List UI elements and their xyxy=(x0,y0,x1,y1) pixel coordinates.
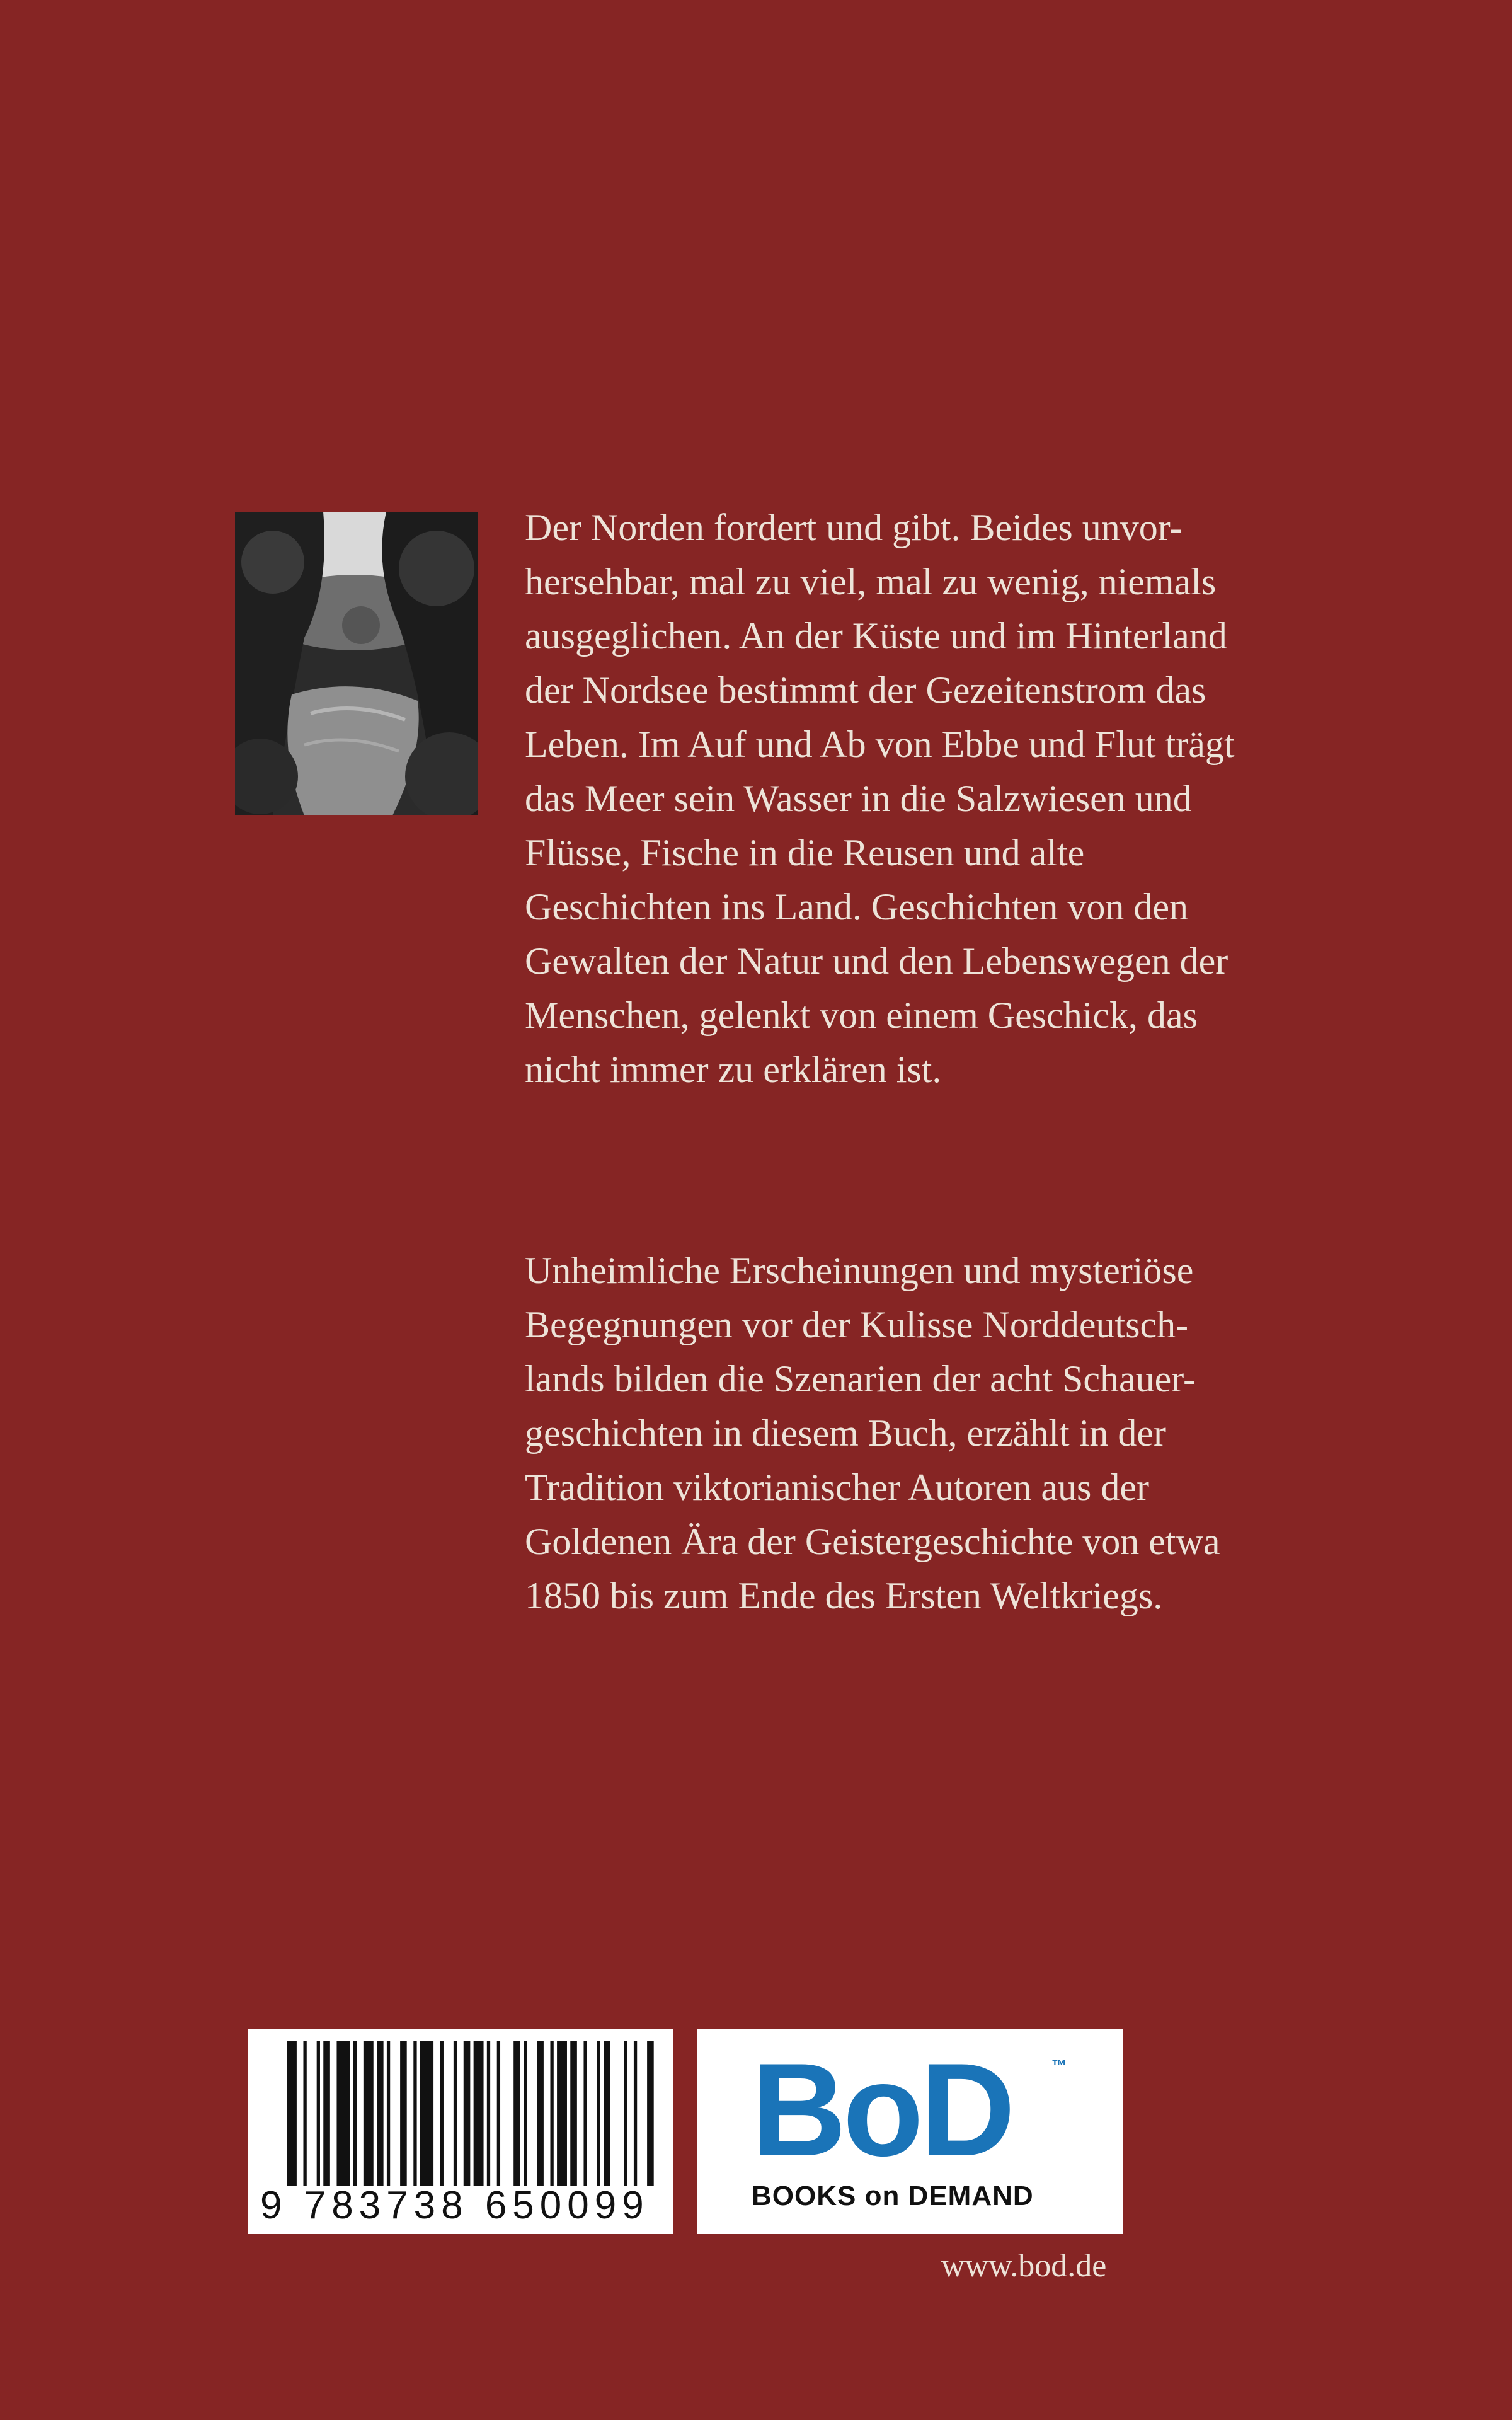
barcode-bar xyxy=(413,2041,416,2186)
barcode-bar xyxy=(557,2041,567,2186)
barcode-bar xyxy=(624,2041,627,2186)
barcode-bar xyxy=(513,2041,520,2186)
paragraph-line: Flüsse, Fische in die Reusen und alte xyxy=(525,832,1085,873)
barcode-bar xyxy=(537,2041,544,2186)
barcode-bar xyxy=(353,2041,357,2186)
barcode-bar xyxy=(570,2041,577,2186)
barcode-bar xyxy=(317,2041,320,2186)
paragraph-line: Leben. Im Auf und Ab von Ebbe und Flut trägt xyxy=(525,723,1235,765)
paragraph-line: Tradition viktorianischer Autoren aus der xyxy=(525,1466,1149,1508)
barcode-bar xyxy=(336,2041,350,2186)
barcode-bar xyxy=(454,2041,457,2186)
barcode-bar xyxy=(464,2041,471,2186)
barcode-bar xyxy=(634,2041,637,2186)
paragraph-line: der Nordsee bestimmt der Gezeitenstrom das xyxy=(525,669,1206,711)
paragraph-line: lands bilden die Szenarien der acht Schauer- xyxy=(525,1358,1196,1400)
paragraph-line: ausgeglichen. An der Küste und im Hinterland xyxy=(525,615,1227,657)
paragraph-line: Menschen, gelenkt von einem Geschick, das xyxy=(525,994,1198,1036)
barcode-bar xyxy=(550,2041,553,2186)
barcode-bar xyxy=(364,2041,374,2186)
paragraph-line: das Meer sein Wasser in die Salzwiesen und xyxy=(525,778,1192,819)
barcode-bar xyxy=(303,2041,306,2186)
paragraph-line: Gewalten der Natur und den Lebenswegen der xyxy=(525,940,1228,982)
paragraph-line: geschichten in diesem Buch, erzählt in der xyxy=(525,1412,1166,1454)
isbn-barcode xyxy=(248,2029,673,2234)
barcode-bar xyxy=(583,2041,587,2186)
paragraph-line: Goldenen Ära der Geistergeschichte von etwa xyxy=(525,1521,1220,1562)
paragraph-line: nicht immer zu erklären ist. xyxy=(525,1049,942,1090)
barcode-bar xyxy=(474,2041,484,2186)
barcode-bar xyxy=(440,2041,444,2186)
barcode-bar xyxy=(387,2041,390,2186)
paragraph-line: Der Norden fordert und gibt. Beides unvor- xyxy=(525,507,1183,548)
publisher-website: www.bod.de xyxy=(941,2248,1107,2284)
paragraph-line: 1850 bis zum Ende des Ersten Weltkriegs. xyxy=(525,1575,1163,1616)
barcode-bar xyxy=(497,2041,500,2186)
barcode-bar xyxy=(524,2041,527,2186)
barcode-bar xyxy=(647,2041,654,2186)
isbn-number: 9 783738 650099 xyxy=(260,2184,650,2227)
cover-photo-river xyxy=(235,512,478,815)
barcode-bar xyxy=(487,2041,490,2186)
paragraph-line: Unheimliche Erscheinungen und mysteriöse xyxy=(525,1250,1194,1291)
barcode-bar xyxy=(597,2041,600,2186)
barcode-bar xyxy=(287,2041,297,2186)
bod-logo-text: BoD xyxy=(751,2036,1012,2184)
description-paragraph-2 xyxy=(525,1243,1287,1623)
barcode-bar xyxy=(400,2041,407,2186)
publisher-subtitle: BOOKS on DEMAND xyxy=(752,2181,1034,2211)
barcode-bar xyxy=(420,2041,433,2186)
barcode-bars xyxy=(287,2041,657,2186)
barcode-bar xyxy=(323,2041,330,2186)
barcode-bar xyxy=(604,2041,610,2186)
trademark-symbol: ™ xyxy=(1051,2057,1067,2074)
paragraph-line: Geschichten ins Land. Geschichten von den xyxy=(525,886,1189,928)
river-landscape-image xyxy=(235,512,478,815)
publisher-logo-box xyxy=(697,2029,1123,2234)
barcode-bar xyxy=(377,2041,384,2186)
description-paragraph-1 xyxy=(525,500,1287,1097)
paragraph-line: hersehbar, mal zu viel, mal zu wenig, niemals xyxy=(525,561,1217,602)
paragraph-line: Begegnungen vor der Kulisse Norddeutsch- xyxy=(525,1304,1189,1345)
